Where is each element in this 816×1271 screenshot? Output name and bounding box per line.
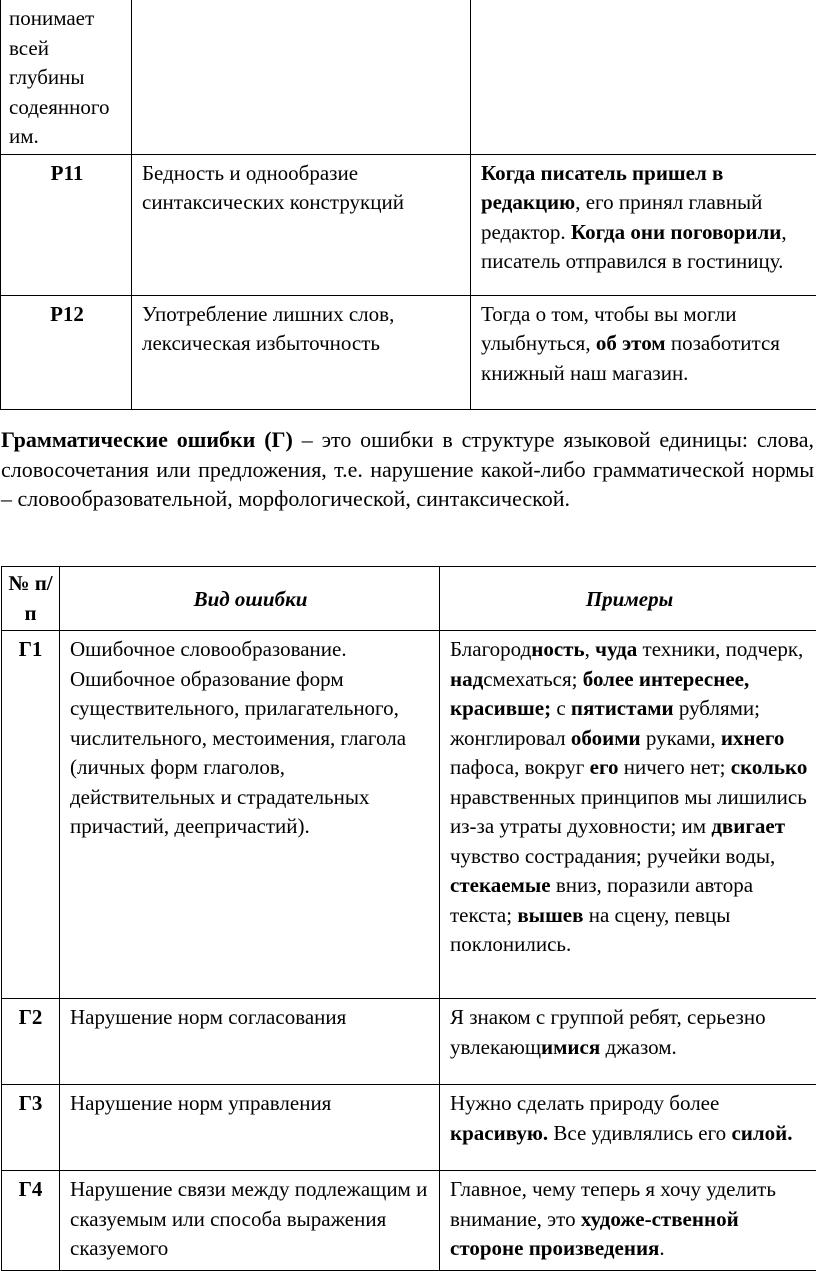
header-examples: Примеры [440, 567, 816, 631]
highlighted-error: чуда [595, 637, 637, 661]
error-example [440, 631, 816, 999]
example-text: рублями; жонглировал [450, 696, 760, 750]
example-text: с [551, 696, 571, 720]
table-row [2, 631, 816, 999]
error-example [471, 295, 816, 409]
row-number: Г4 [2, 1171, 60, 1271]
error-type: Употребление лишних слов, лексическая избыточность [132, 295, 471, 409]
table-row [2, 1171, 816, 1271]
example-text: ничего нет; [619, 755, 731, 779]
highlighted-error: его [590, 755, 619, 779]
error-example [471, 154, 816, 295]
highlighted-error: об этом [596, 331, 666, 355]
highlighted-error: над [450, 667, 483, 691]
example-text: чувство сострадания; ручейки воды, [450, 844, 775, 868]
lexical-errors-table [0, 0, 816, 410]
example-text: вниз, поразили автора текста; [450, 873, 753, 927]
highlighted-error: обоими [571, 726, 641, 750]
example-text: нравственных принципов мы лишились из-за утраты духовности; им [450, 785, 807, 839]
highlighted-error: двигает [711, 814, 785, 838]
error-example [440, 1171, 816, 1271]
highlighted-error: силой. [731, 1121, 792, 1145]
highlighted-error: сколько [731, 755, 808, 779]
example-text: джазом. [600, 1035, 677, 1059]
table-cell: понимает всей глубины содеянного им. [1, 0, 132, 154]
definition: – это ошибки в структуре языковой единицы: слова, словосочетания или предложения, т.е. нарушение какой-либо грамматической нормы – словообразовательной, морфологической, синтаксической. [1, 427, 814, 511]
example-text: Нужно сделать природу более [450, 1091, 719, 1115]
table-row [2, 999, 816, 1085]
row-number: Р11 [1, 154, 132, 295]
error-type: Нарушение связи между подлежащим и сказуемым или способа выражения сказуемого [60, 1171, 440, 1271]
table-row [2, 1085, 816, 1171]
header-number: № п/п [2, 567, 60, 631]
example-text: Благород [450, 637, 531, 661]
row-number: Г2 [2, 999, 60, 1085]
highlighted-error: имися [541, 1035, 600, 1059]
table-row [1, 295, 816, 409]
grammar-errors-table [1, 566, 816, 1271]
highlighted-error: стекаемые [450, 873, 551, 897]
example-text: смехаться; [483, 667, 582, 691]
grammar-errors-paragraph [1, 425, 814, 514]
highlighted-error: красивую. [450, 1121, 548, 1145]
error-type: Ошибочное словообразование. Ошибочное образование форм существительного, прилагательного, числительного, местоимения, глагола (личных форм глаголов, действительных и страдательных причастий, деепричастий). [60, 631, 440, 999]
example-text: техники, подчерк, [637, 637, 803, 661]
example-text: на сцену, певцы поклонились. [450, 903, 730, 957]
table-cell [471, 0, 816, 154]
example-text: Главное, чему теперь я хочу уделить внимание, это [450, 1177, 776, 1231]
example-text: . [659, 1236, 664, 1260]
highlighted-error: художе-ственной стороне произведения [450, 1207, 739, 1261]
table-header-row [2, 567, 816, 631]
table-row [1, 0, 816, 154]
header-type: Вид ошибки [60, 567, 440, 631]
highlighted-error: ность [531, 637, 584, 661]
error-type: Нарушение норм согласования [60, 999, 440, 1085]
table-cell [132, 0, 471, 154]
highlighted-error: пятистами [571, 696, 674, 720]
example-text: , его принял главный редактор. [481, 190, 762, 244]
error-example [440, 1085, 816, 1171]
row-number: Г1 [2, 631, 60, 999]
example-text: позаботится книжный наш магазин. [481, 331, 780, 385]
example-text: пафоса, вокруг [450, 755, 590, 779]
example-text: Тогда о том, чтобы вы могли улыбнуться, [481, 302, 736, 356]
example-text: , [585, 637, 596, 661]
error-type: Нарушение норм управления [60, 1085, 440, 1171]
highlighted-error: более интереснее, красивше; [450, 667, 749, 721]
row-number: Р12 [1, 295, 132, 409]
table-row [1, 154, 816, 295]
highlighted-error: Когда они поговорили [571, 220, 781, 244]
highlighted-error: ихнего [721, 726, 785, 750]
row-number: Г3 [2, 1085, 60, 1171]
error-type: Бедность и однообразие синтаксических конструкций [132, 154, 471, 295]
highlighted-error: Когда писатель пришел в редакцию [481, 161, 723, 215]
example-text: Все удивлялись его [548, 1121, 731, 1145]
highlighted-error: вышев [517, 903, 583, 927]
example-text: Я знаком с группой ребят, серьезно увлекающ [450, 1005, 766, 1059]
example-text: , писатель отправился в гостиницу. [481, 220, 787, 274]
error-example [440, 999, 816, 1085]
term: Грамматические ошибки (Г) [1, 427, 293, 452]
example-text: руками, [641, 726, 721, 750]
